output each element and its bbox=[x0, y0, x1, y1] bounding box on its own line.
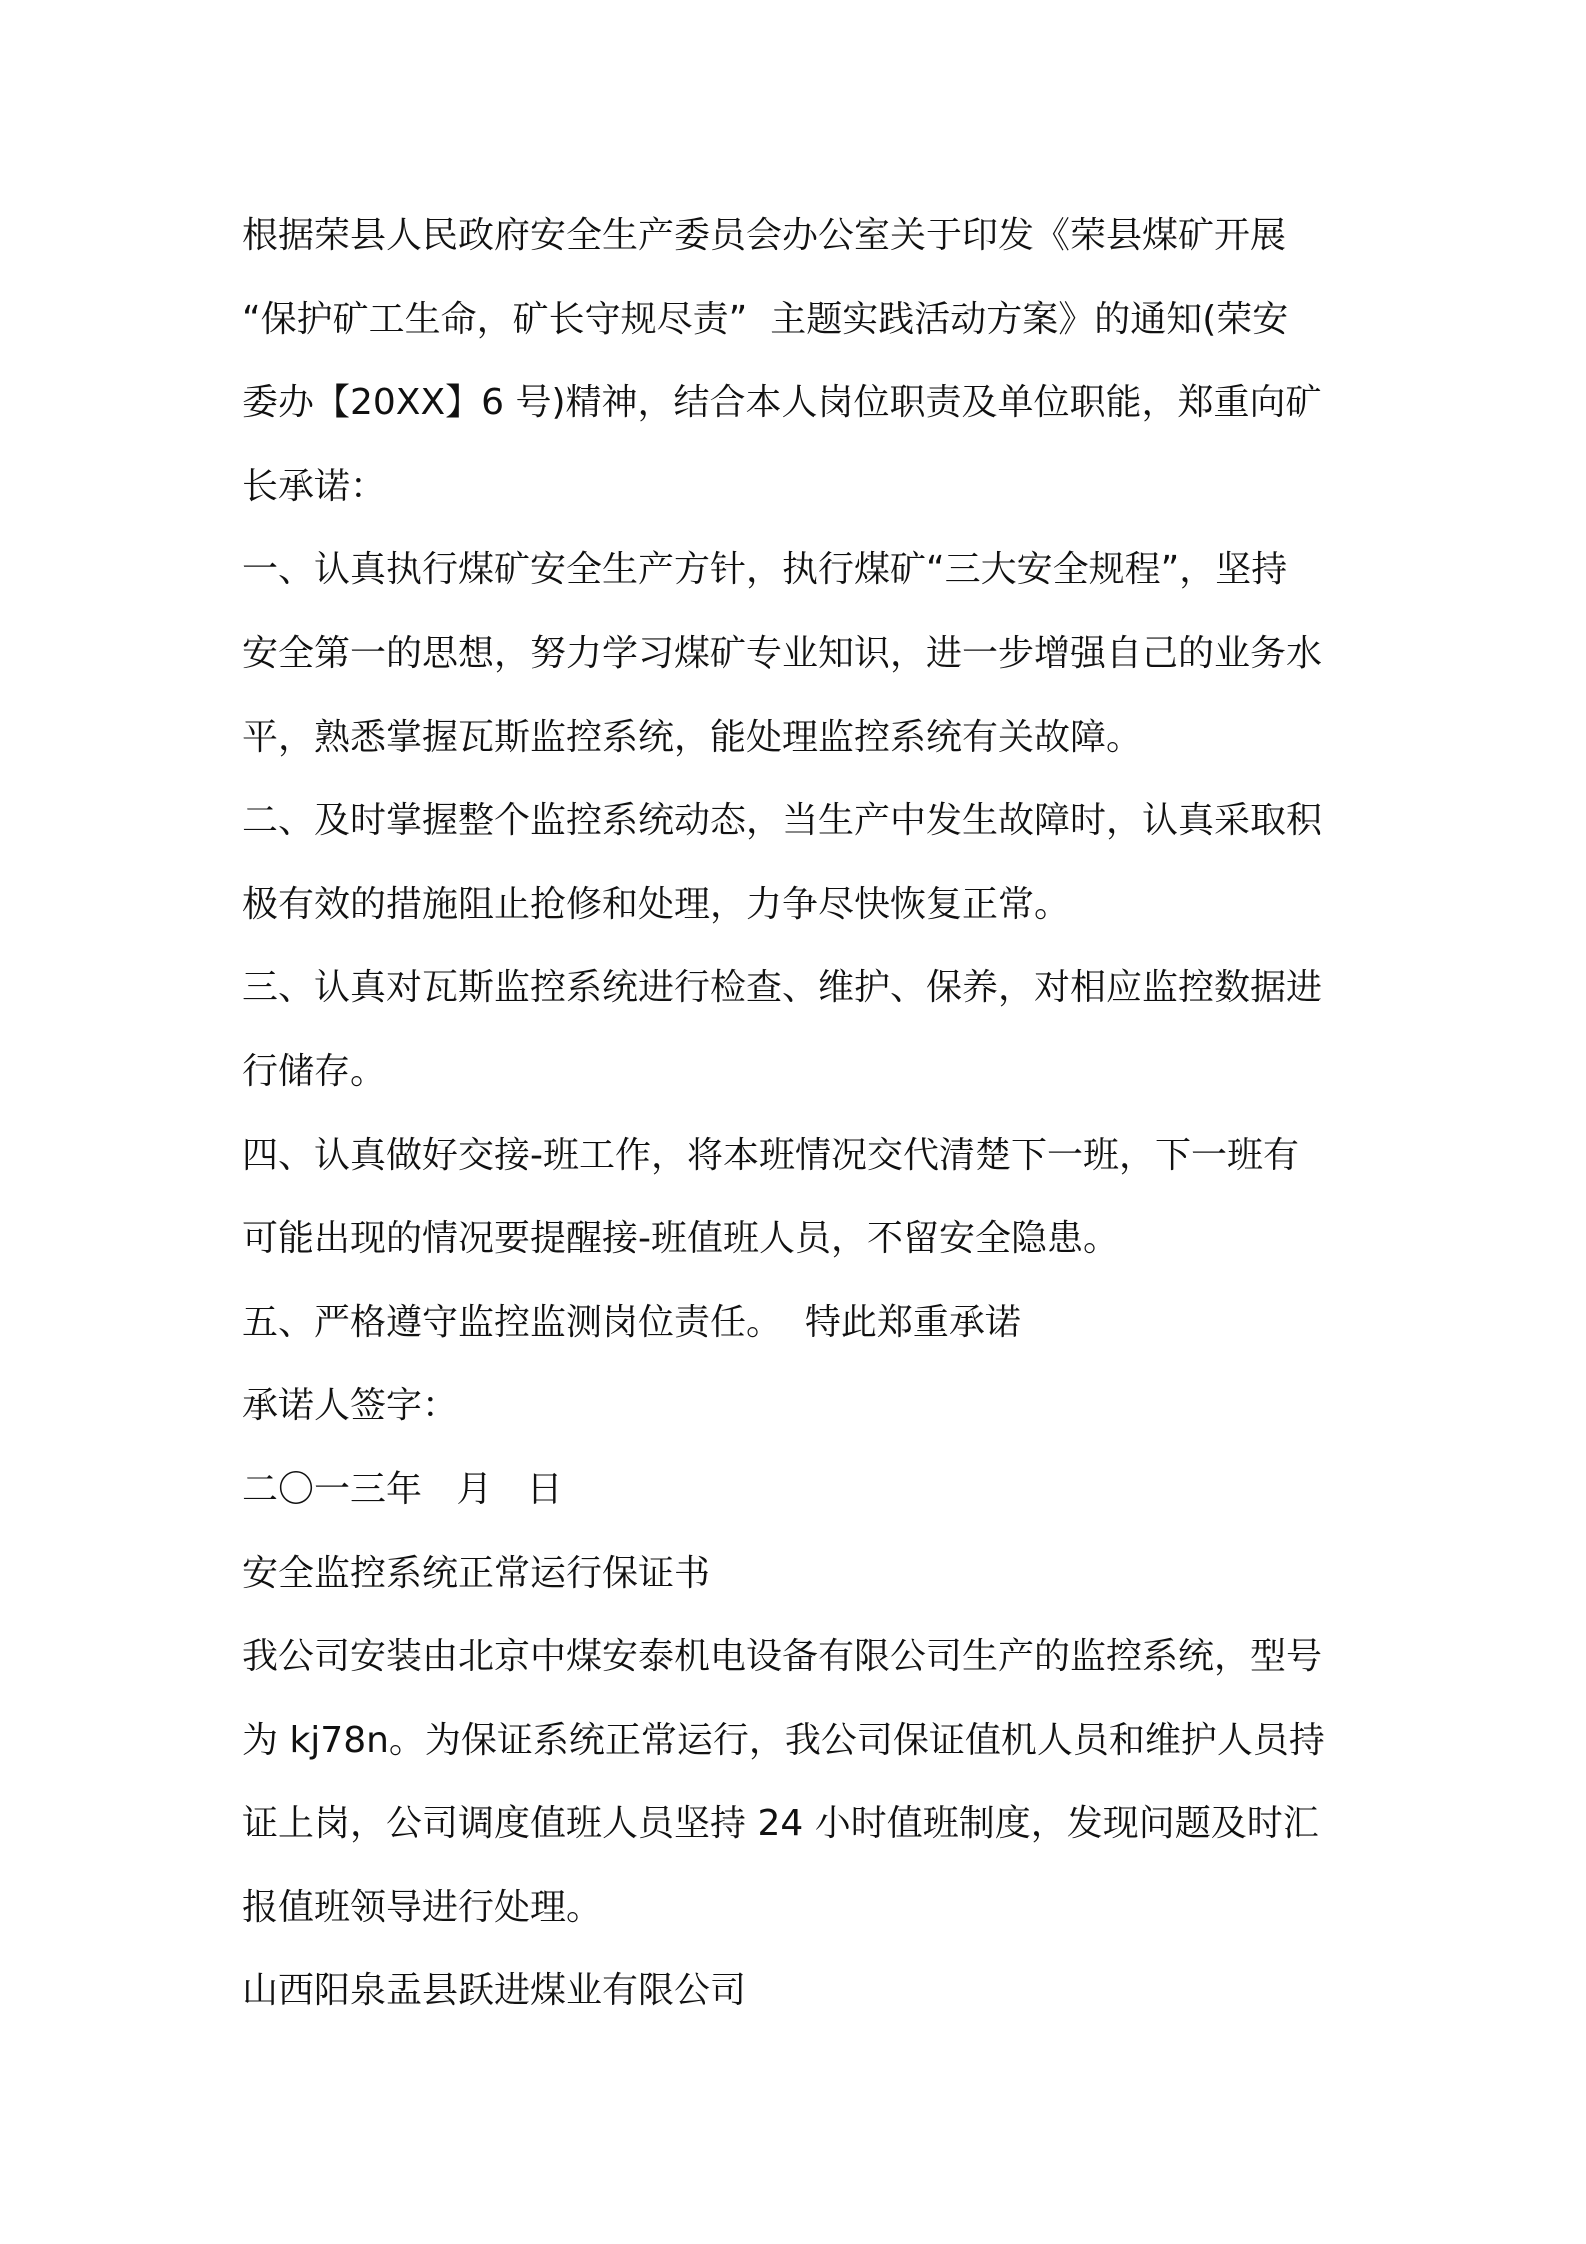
text-line: 根据荣县人民政府安全生产委员会办公室关于印发《荣县煤矿开展 bbox=[242, 215, 1287, 256]
text-line: “保护矿工生命，矿长守规尽责” 主题实践活动方案》的通知(荣安 bbox=[242, 298, 1289, 340]
text-line: 委办【20XX】6 号)精神，结合本人岗位职责及单位职能，郑重向矿 bbox=[242, 382, 1322, 424]
section-title: 安全监控系统正常运行保证书 bbox=[242, 1552, 711, 1594]
text-line: 三、认真对瓦斯监控系统进行检查、维护、保养，对相应监控数据进 bbox=[242, 967, 1323, 1009]
text-line: 长承诺： bbox=[242, 465, 387, 507]
text-line: 五、严格遵守监控监测岗位责任。 特此郑重承诺 bbox=[242, 1301, 1021, 1343]
text-line: 证上岗，公司调度值班人员坚持 24 小时值班制度，发现问题及时汇 bbox=[242, 1803, 1319, 1845]
text-line: 报值班领导进行处理。 bbox=[242, 1886, 603, 1928]
document-body bbox=[242, 194, 1352, 2033]
text-line: 平，熟悉掌握瓦斯监控系统，能处理监控系统有关故障。 bbox=[242, 716, 1143, 758]
signature-label: 承诺人签字： bbox=[242, 1385, 459, 1427]
text-line: 行储存。 bbox=[242, 1050, 387, 1092]
text-line: 四、认真做好交接-班工作，将本班情况交代清楚下一班，下一班有 bbox=[242, 1134, 1299, 1176]
text-line: 可能出现的情况要提醒接-班值班人员，不留安全隐患。 bbox=[242, 1218, 1119, 1260]
text-line: 一、认真执行煤矿安全生产方针，执行煤矿“三大安全规程”，坚持 bbox=[242, 549, 1288, 591]
company-name: 山西阳泉盂县跃进煤业有限公司 bbox=[242, 1970, 747, 2012]
text-line: 安全第一的思想，努力学习煤矿专业知识，进一步增强自己的业务水 bbox=[242, 632, 1323, 674]
text-line: 极有效的措施阻止抢修和处理，力争尽快恢复正常。 bbox=[242, 883, 1071, 925]
text-line: 二、及时掌握整个监控系统动态，当生产中发生故障时，认真采取积 bbox=[242, 800, 1323, 842]
text-line: 我公司安装由北京中煤安泰机电设备有限公司生产的监控系统，型号 bbox=[242, 1636, 1323, 1678]
text-line: 为 kj78n。为保证系统正常运行，我公司保证值机人员和维护人员持 bbox=[242, 1719, 1325, 1761]
date-line: 二〇一三年 月 日 bbox=[242, 1468, 563, 1510]
